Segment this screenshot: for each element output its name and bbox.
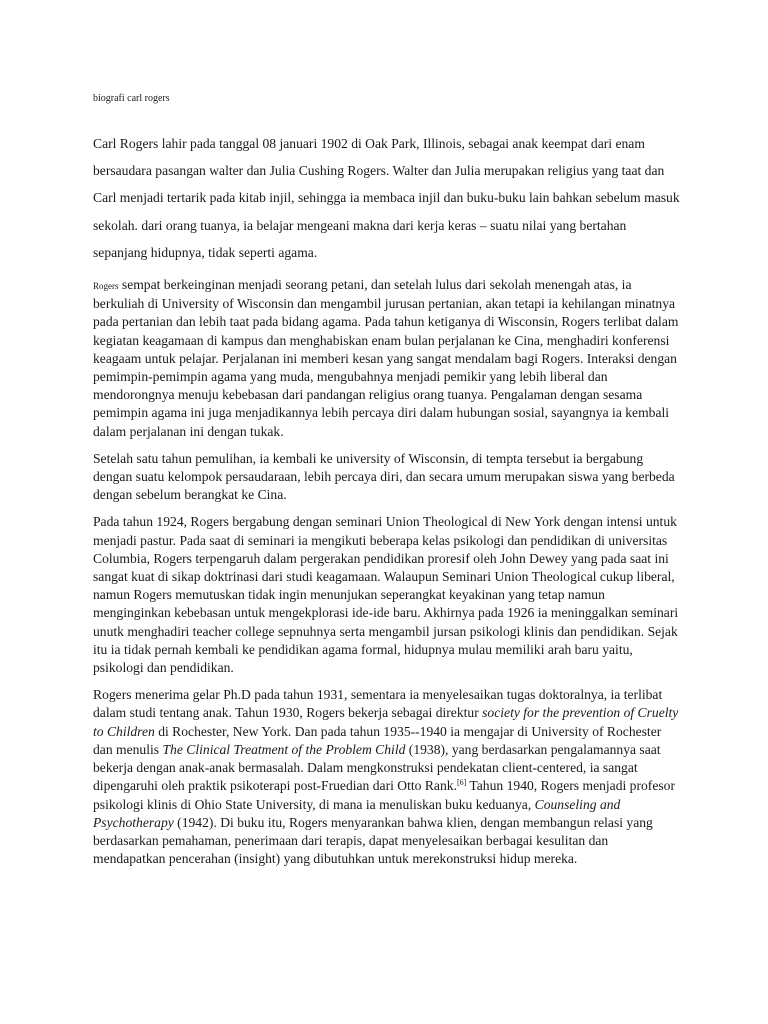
- paragraph-5: [93, 686, 680, 868]
- paragraph-5-italic-3: Counseling and Psychotherapy: [93, 796, 621, 830]
- footnote-reference-link[interactable]: [6]: [456, 778, 467, 788]
- paragraph-5-part-1: Rogers menerima gelar Ph.D pada tahun 1931, sementara ia menyelesaikan tugas doktoralnya, ia terlibat dalam studi tentang anak. Tahun 1930, Rogers bekerja sebagai direktur: [93, 687, 663, 721]
- paragraph-2: [93, 276, 680, 441]
- paragraph-2-text: sempat berkeinginan menjadi seorang petani, dan setelah lulus dari sekolah menengah atas, ia berkuliah di University of Wisconsin dan mengambil jurusan pertanian, akan tetapi ia kehilangan minatnya pada pertanian dan lebih taat pada bidang agama. Pada tahun ketiganya di Wisconsin, Rogers terlibat dalam kegiatan keagamaan di kampus dan menghabiskan enam bulan perjalanan ke Cina, menghadiri konferensi keagaam untuk pelajar. Perjalanan ini memberi kesan yang sangat mendalam bagi Rogers. Interaksi dengan pemimpin-pemimpin agama yang muda, mengubahnya menjadi pemikir yang lebih liberal dan mendorongnya menuju kebebasan dari pandangan religius orang tuanya. Pengalaman dengan sesama pemimpin agama ini juga menjadikannya lebih percaya diri dalam hubungan sosial, sayangnya ia kembali dalam perjalanan ini dengan tukak.: [93, 277, 679, 439]
- paragraph-2-lead: Rogers: [93, 281, 119, 292]
- paragraph-5-part-3: (1938), yang berdasarkan pengalamannya saat bekerja dengan anak-anak bermasalah. Dalam mengkonstruksi pendekatan client-centered, ia sangat dipengaruhi oleh praktik psikoterapi post-Fruedian dari Otto Rank.: [93, 741, 661, 794]
- paragraph-1: Carl Rogers lahir pada tanggal 08 januari 1902 di Oak Park, Illinois, sebagai anak keempat dari enam bersaudara pasangan walter dan Julia Cushing Rogers. Walter dan Julia merupakan religius yang taat dan Carl menjadi tertarik pada kitab injil, sehingga ia membaca injil dan buku-buku lain bahkan sebelum masuk sekolah. dari orang tuanya, ia belajar mengeani makna dari kerja keras – suatu nilai yang bertahan sepanjang hidupnya, tidak seperti agama.: [93, 136, 680, 260]
- paragraph-5-part-5: (1942). Di buku itu, Rogers menyarankan bahwa klien, dengan membangun relasi yang berdasarkan pemahaman, penerimaan dari terapis, dapat menyelesaikan berbagai kesulitan dan mendapatkan pencerahan (insight) yang dibutuhkan untuk merekonstruksi hidup mereka.: [93, 814, 653, 867]
- document-title: biografi carl rogers: [93, 93, 170, 104]
- paragraph-5-italic-2: The Clinical Treatment of the Problem Child: [162, 741, 406, 757]
- paragraph-4: Pada tahun 1924, Rogers bergabung dengan seminari Union Theological di New York dengan intensi untuk menjadi pastur. Pada saat di seminari ia mengikuti beberapa kelas psikologi dan pendidikan di universitas Columbia, Rogers terpengaruh dalam pergerakan pendidikan proresif oleh John Dewey yang pada saat ini sangat kuat di sikap doktrinasi dari studi keagamaan. Walaupun Seminari Union Theological cukup liberal, namun Rogers memutuskan tidak ingin menunjukan seperangkat keyakinan yang tetap namun menginginkan kebebasan untuk mengekplorasi ide-ide baru. Akhirnya pada 1926 ia meninggalkan seminari unutk menghadiri teacher college sepnuhnya serta mengambil jursan psikologi klinis dan pendidikan. Sejak itu ia tidak pernah kembali ke pendidikan agama formal, hidupnya mulau memiliki arah baru yaitu, psikologi dan pendidikan.: [93, 514, 679, 676]
- paragraph-5-part-4: Tahun 1940, Rogers menjadi profesor psikologi klinis di Ohio State University, di mana ia menuliskan buku keduanya,: [93, 778, 675, 812]
- paragraph-3: Setelah satu tahun pemulihan, ia kembali ke university of Wisconsin, di tempta tersebut ia bergabung dengan suatu kelompok persaudaraan, lebih percaya diri, dan secara umum merupakan siswa yang berbeda dengan sebelum berangkat ke Cina.: [93, 450, 675, 503]
- paragraph-5-italic-1: society for the prevention of Cruelty to Children: [93, 705, 679, 739]
- paragraph-5-part-2: di Rochester, New York. Dan pada tahun 1935--1940 ia mengajar di University of Rochester dan menulis: [93, 723, 662, 757]
